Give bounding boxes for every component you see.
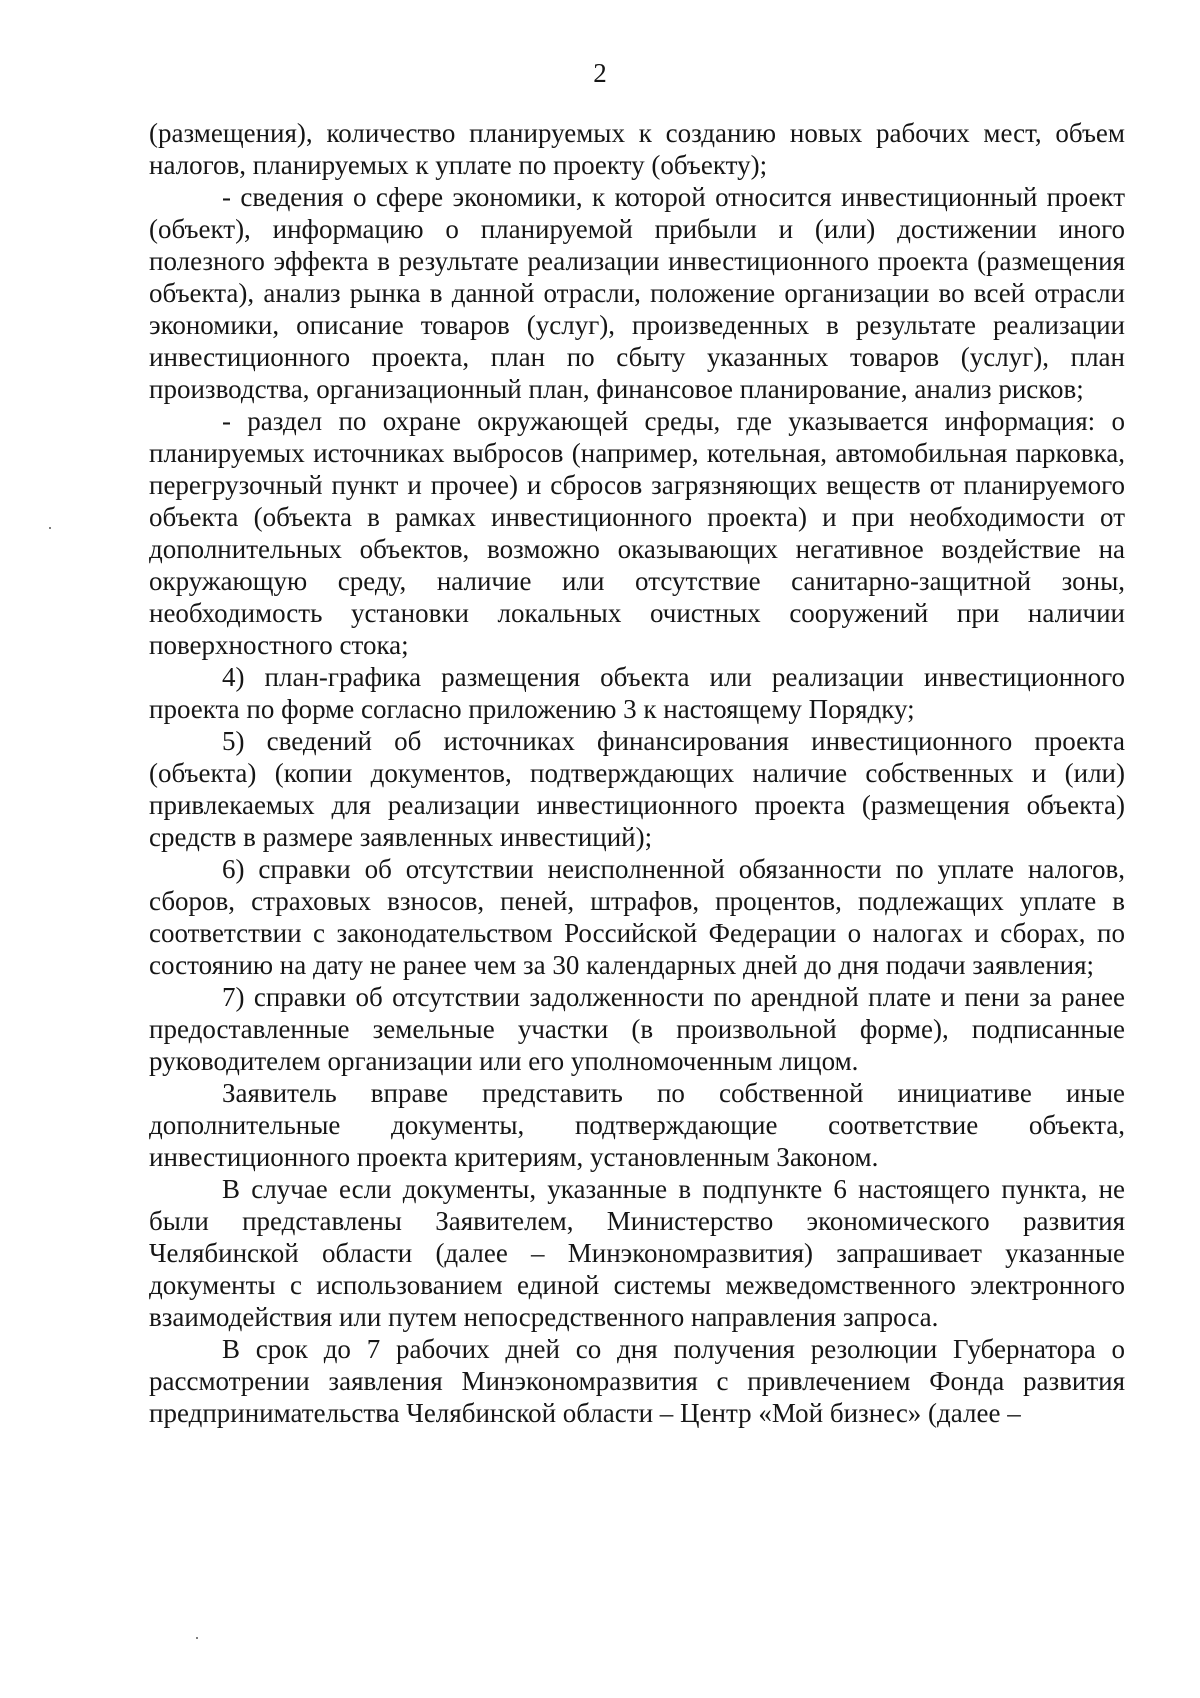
- paragraph-item-7: 7) справки об отсутствии задолженности по арендной плате и пени за ранее предоставленные земельные участки (в произвольной форме), подписанные руководителем организации или его уполномоченным лицом.: [149, 982, 1125, 1076]
- scan-speck: [49, 527, 51, 529]
- paragraph-environment-section: - раздел по охране окружающей среды, где указывается информация: о планируемых источниках выбросов (например, котельная, автомобильная парковка, перегрузочный пункт и прочее) и сбросов загрязняющих веществ от планируемого объекта (объекта в рамках инвестиционного проекта) и при необходимости от дополнительных объектов, возможно оказывающих негативное воздействие на окружающую среду, наличие или отсутствие санитарно-защитной зоны, необходимость установки локальных очистных сооружений при наличии поверхностного стока;: [149, 406, 1125, 660]
- paragraph-deadline: В срок до 7 рабочих дней со дня получения резолюции Губернатора о рассмотрении заявления Минэкономразвития с привлечением Фонда развития предпринимательства Челябинской области – Центр «Мой бизнес» (далее –: [149, 1334, 1125, 1428]
- paragraph-applicant-right: Заявитель вправе представить по собственной инициативе иные дополнительные документы, подтверждающие соответствие объекта, инвестиционного проекта критериям, установленным Законом.: [149, 1078, 1125, 1172]
- page-number: 2: [593, 58, 607, 88]
- paragraph-item-6: 6) справки об отсутствии неисполненной обязанности по уплате налогов, сборов, страховых взносов, пеней, штрафов, процентов, подлежащих уплате в соответствии с законодательством Российской Федерации о налогах и сборах, по состоянию на дату не ранее чем за 30 календарных дней до дня подачи заявления;: [149, 854, 1125, 980]
- paragraph-continuation: (размещения), количество планируемых к созданию новых рабочих мест, объем налогов, планируемых к уплате по проекту (объекту);: [149, 118, 1125, 180]
- paragraph-economy-info: - сведения о сфере экономики, к которой относится инвестиционный проект (объект), информацию о планируемой прибыли и (или) достижении иного полезного эффекта в результате реализации инвестиционного проекта (размещения объекта), анализ рынка в данной отрасли, положение организации во всей отрасли экономики, описание товаров (услуг), произведенных в результате реализации инвестиционного проекта, план по сбыту указанных товаров (услуг), план производства, организационный план, финансовое планирование, анализ рисков;: [149, 182, 1125, 404]
- document-body: [149, 117, 1125, 1429]
- scan-speck: [196, 1637, 198, 1639]
- paragraph-item-4: 4) план-графика размещения объекта или реализации инвестиционного проекта по форме согласно приложению 3 к настоящему Порядку;: [149, 662, 1125, 724]
- paragraph-documents-request: В случае если документы, указанные в подпункте 6 настоящего пункта, не были представлены Заявителем, Министерство экономического развития Челябинской области (далее – Минэкономразвития) запрашивает указанные документы с использованием единой системы межведомственного электронного взаимодействия или путем непосредственного направления запроса.: [149, 1174, 1125, 1332]
- paragraph-item-5: 5) сведений об источниках финансирования инвестиционного проекта (объекта) (копии документов, подтверждающих наличие собственных и (или) привлекаемых для реализации инвестиционного проекта (размещения объекта) средств в размере заявленных инвестиций);: [149, 726, 1125, 852]
